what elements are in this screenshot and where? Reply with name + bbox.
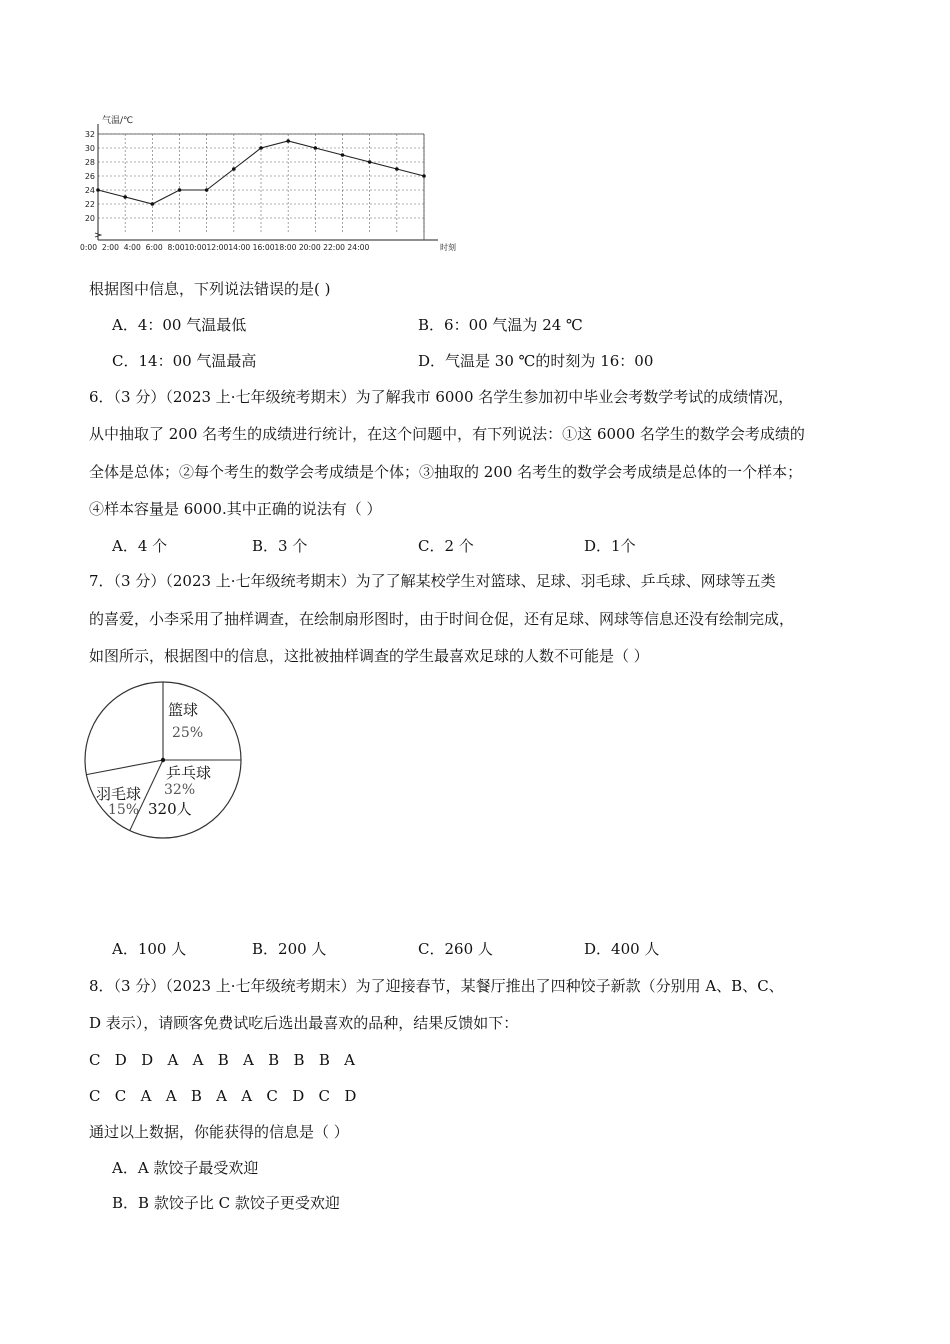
q7-option-a: A．100 人 (112, 940, 187, 958)
q8-data-row-2: C C A A B A A C D C D (89, 1087, 357, 1105)
data-point (395, 167, 399, 171)
q6-line-2: 从中抽取了 200 名考生的成绩进行统计，在这个问题中，有下列说法：①这 6000 名学生的数学会考成绩的 (89, 425, 805, 443)
q8-question: 通过以上数据，你能获得的信息是（ ） (89, 1123, 349, 1141)
q5-option-c: C．14：00 气温最高 (112, 352, 257, 370)
q7-line-3: 如图所示，根据图中的信息，这批被抽样调查的学生最喜欢足球的人数不可能是（ ） (89, 647, 649, 665)
q5-option-d: D．气温是 30 ℃的时刻为 16：00 (418, 352, 654, 370)
data-point (96, 188, 100, 192)
q6-option-b: B．3 个 (252, 537, 308, 555)
data-point (123, 195, 127, 199)
q8-line-2: D 表示），请顾客免费试吃后选出最喜欢的品种，结果反馈如下： (89, 1014, 519, 1032)
y-tick-label: 32 (84, 130, 95, 139)
data-point (232, 167, 236, 171)
y-tick-label: 30 (84, 144, 95, 153)
y-tick-label: 28 (84, 158, 95, 167)
q8-option-a: A．A 款饺子最受欢迎 (112, 1159, 259, 1177)
y-axis-label: 气温/℃ (102, 116, 134, 126)
y-tick-label: 24 (84, 186, 95, 195)
q7-option-b: B．200 人 (252, 940, 327, 958)
y-tick-label: 20 (84, 214, 95, 223)
q6-option-c: C．2 个 (418, 537, 474, 555)
q5-option-a: A．4：00 气温最低 (112, 316, 247, 334)
sports-pie-chart (80, 676, 250, 846)
q6-line-1: 6．（3 分）（2023 上·七年级统考期末）为了解我市 6000 名学生参加初中毕业会考数学考试的成绩情况， (89, 388, 794, 406)
y-tick-label: 22 (84, 200, 95, 209)
q6-line-4: ④样本容量是 6000.其中正确的说法有（ ） (89, 500, 382, 518)
q5-option-b: B．6：00 气温为 24 ℃ (418, 316, 583, 334)
pie-slice-percent: 15% (108, 802, 140, 818)
pie-center (161, 758, 165, 762)
q6-line-3: 全体是总体；②每个考生的数学会考成绩是个体；③抽取的 200 名考生的数学会考成绩是总体的一个样本； (89, 463, 803, 481)
q7-line-2: 的喜爱，小李采用了抽样调查，在绘制扇形图时，由于时间仓促，还有足球、网球等信息还没有绘制完成， (89, 610, 795, 628)
q8-line-1: 8．（3 分）（2023 上·七年级统考期末）为了迎接春节，某餐厅推出了四种饺子新款（分别用 A、B、C、 (89, 977, 784, 995)
q6-option-d: D．1个 (584, 537, 636, 555)
q8-option-b: B．B 款饺子比 C 款饺子更受欢迎 (112, 1194, 340, 1212)
y-tick-label: 26 (84, 172, 95, 181)
data-point (178, 188, 182, 192)
pie-slice-label: 羽毛球 (96, 785, 142, 803)
pie-slice-label: 篮球 (168, 701, 199, 719)
data-point (286, 139, 290, 143)
q7-option-c: C．260 人 (418, 940, 493, 958)
q6-option-a: A．4 个 (112, 537, 168, 555)
data-point (151, 202, 155, 206)
pie-slice-percent: 25% (172, 725, 204, 741)
data-point (341, 153, 345, 157)
q7-line-1: 7．（3 分）（2023 上·七年级统考期末）为了了解某校学生对篮球、足球、羽毛球、乒乓球、网球等五类 (89, 572, 776, 590)
q5-stem: 根据图中信息，下列说法错误的是( ) (89, 280, 331, 298)
x-axis-label: 时刻 (440, 243, 456, 252)
data-point (422, 174, 426, 178)
pie-slice-label: 乒乓球 (166, 764, 212, 782)
pie-slice-percent: 32% (164, 782, 196, 798)
data-point (205, 188, 209, 192)
data-point (368, 160, 372, 164)
pie-slice-count: 320人 (148, 800, 192, 818)
q8-data-row-1: C D D A A B A B B B A (89, 1051, 355, 1069)
temperature-line-chart (80, 112, 460, 262)
q7-option-d: D．400 人 (584, 940, 660, 958)
data-point (314, 146, 318, 150)
x-tick-labels: 0:00 2:00 4:00 6:00 8:0010:0012:0014:00 16:0018:00 20:00 22:00 24:00 (80, 243, 370, 252)
data-point (259, 146, 263, 150)
